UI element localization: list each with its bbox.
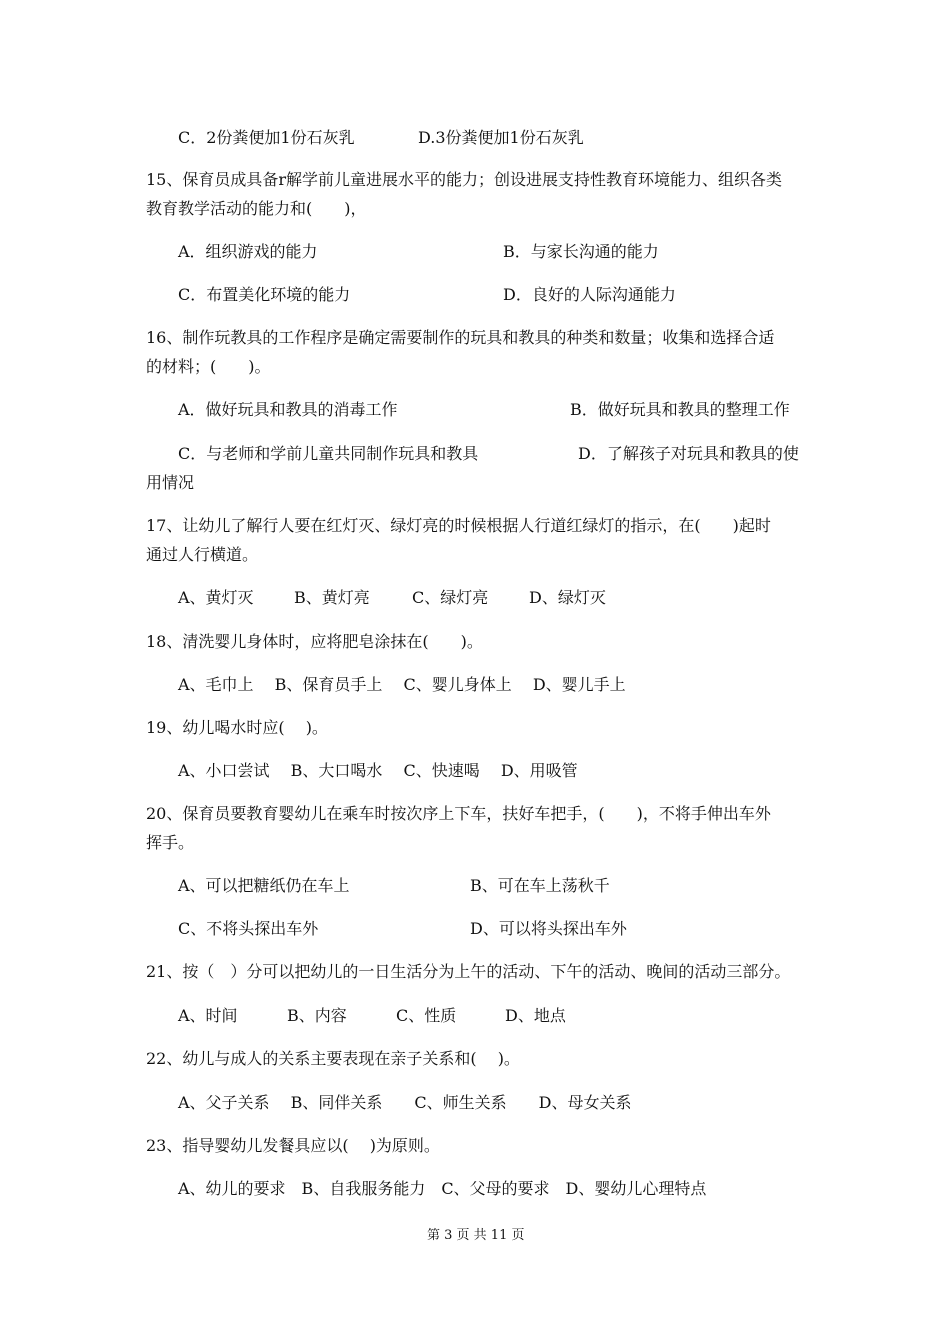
line: A、幼儿的要求 B、自我服务能力 C、父母的要求 D、婴幼儿心理特点 (178, 1179, 707, 1198)
line: 用情况 (146, 473, 195, 492)
line: A．做好玩具和教具的消毒工作 (178, 400, 398, 419)
line: 的材料；( )。 (146, 357, 271, 376)
line: 22、幼儿与成人的关系主要表现在亲子关系和( )。 (146, 1049, 520, 1068)
line: 20、保育员要教育婴幼儿在乘车时按次序上下车，扶好车把手，( )，不将手伸出车外 (146, 804, 771, 823)
line: 挥手。 (146, 833, 195, 852)
line: D．良好的人际沟通能力 (503, 285, 676, 304)
line: A、可以把糖纸仍在车上 (178, 876, 350, 895)
line: A．组织游戏的能力 (178, 242, 318, 261)
line: D、可以将头探出车外 (470, 919, 627, 938)
line: 18、清洗婴儿身体时，应将肥皂涂抹在( )。 (146, 632, 483, 651)
line: 15、保育员成具备r解学前儿童进展水平的能力；创设进展支持性教育环境能力、组织各类 (146, 170, 783, 189)
line: 通过人行横道。 (146, 545, 259, 564)
line: 23、指导婴幼儿发餐具应以( )为原则。 (146, 1136, 440, 1155)
line: C、不将头探出车外 (178, 919, 319, 938)
line: D.3份粪便加1份石灰乳 (418, 128, 584, 147)
line: 16、制作玩教具的工作程序是确定需要制作的玩具和教具的种类和数量；收集和选择合适 (146, 328, 775, 347)
line: C、绿灯亮 (412, 588, 489, 607)
line: C．布置美化环境的能力 (178, 285, 351, 304)
line: A、毛巾上 B、保育员手上 C、婴儿身体上 D、婴儿手上 (178, 675, 626, 694)
line: 17、让幼儿了解行人要在红灯灭、绿灯亮的时候根据人行道红绿灯的指示，在( )起时 (146, 516, 771, 535)
line: B、内容 (287, 1006, 347, 1025)
line: A、黄灯灭 (178, 588, 254, 607)
line: B、可在车上荡秋千 (470, 876, 610, 895)
line: B．做好玩具和教具的整理工作 (570, 400, 790, 419)
line: D、地点 (505, 1006, 566, 1025)
page-footer: 第 3 页 共 11 页 (427, 1228, 525, 1243)
line: A、父子关系 B、同伴关系 C、师生关系 D、母女关系 (178, 1093, 632, 1112)
line: A、小口尝试 B、大口喝水 C、快速喝 D、用吸管 (178, 761, 578, 780)
line: A、时间 (178, 1006, 238, 1025)
line: 教育教学活动的能力和( )， (146, 199, 367, 218)
line: B．与家长沟通的能力 (503, 242, 659, 261)
line: C．与老师和学前儿童共同制作玩具和教具 (178, 444, 479, 463)
line: D、绿灯灭 (529, 588, 606, 607)
line: C、性质 (396, 1006, 457, 1025)
line: B、黄灯亮 (294, 588, 370, 607)
line: D．了解孩子对玩具和教具的使 (578, 444, 799, 463)
line: 19、幼儿喝水时应( )。 (146, 718, 328, 737)
line: 21、按（ ）分可以把幼儿的一日生活分为上午的活动、下午的活动、晚间的活动三部分。 (146, 962, 791, 981)
line: C．2份粪便加1份石灰乳 (178, 128, 355, 147)
